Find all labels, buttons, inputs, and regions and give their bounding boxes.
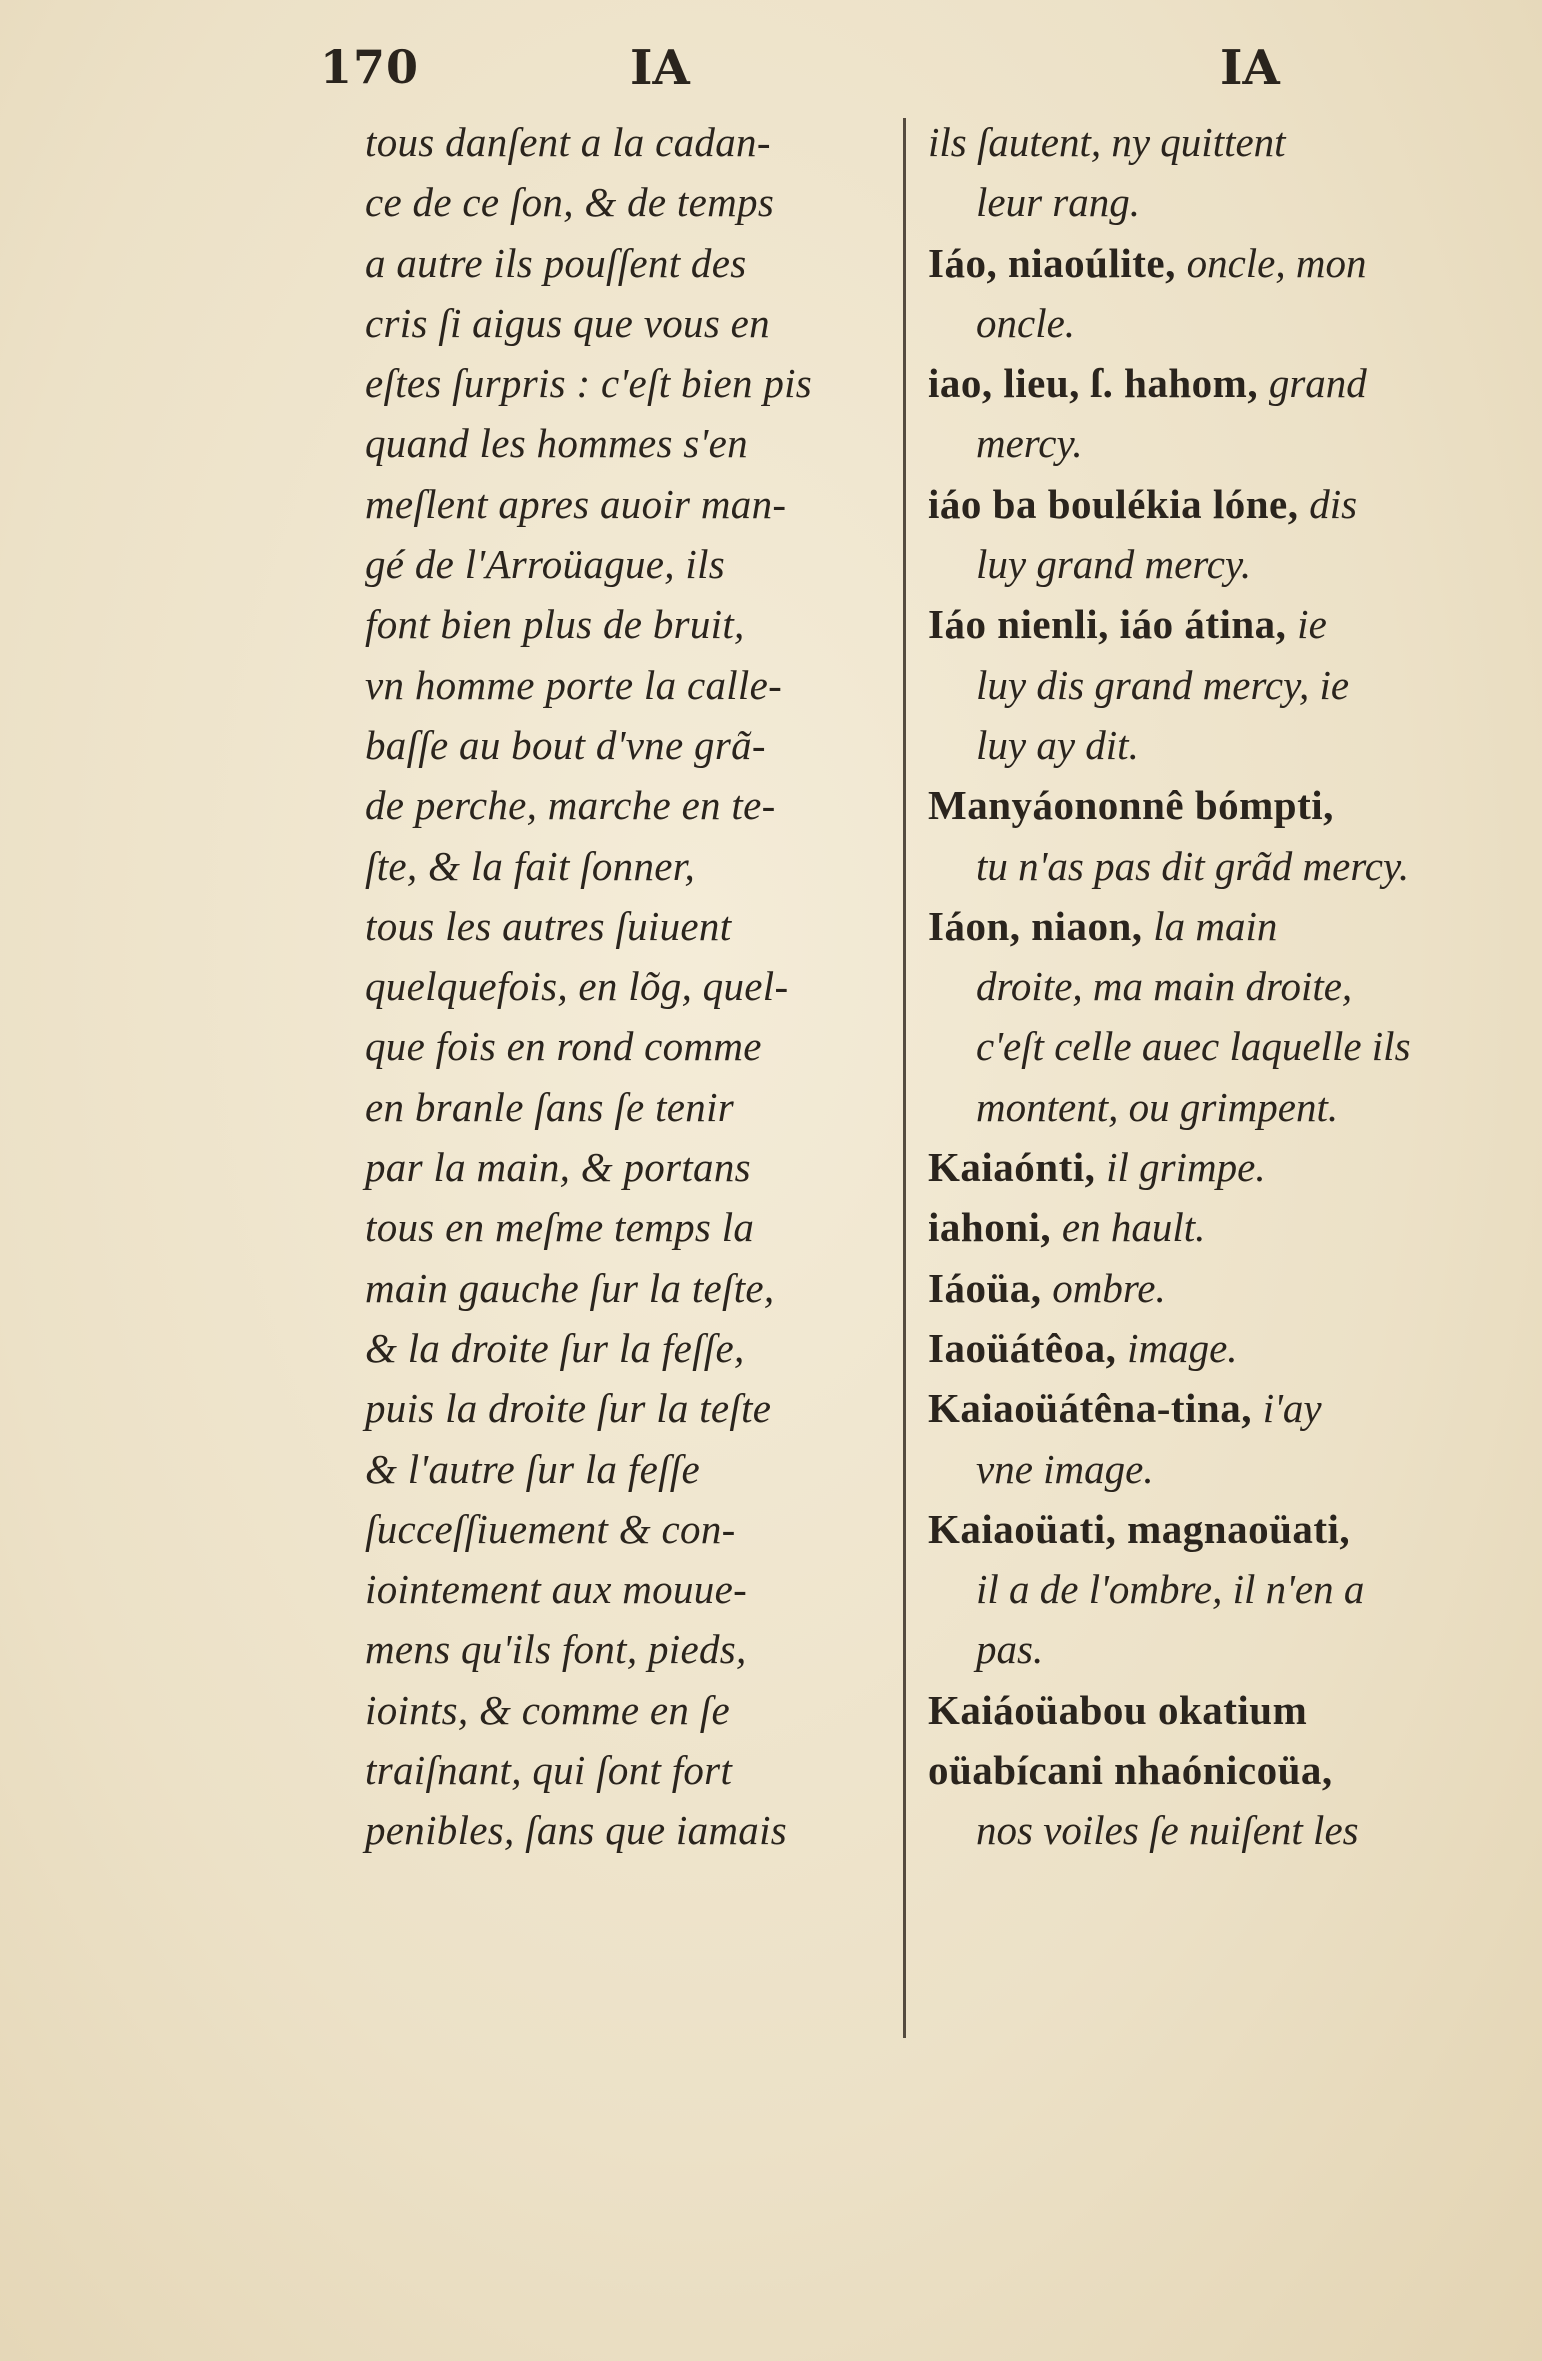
entry-line <box>928 1499 1518 1559</box>
entry-line <box>928 715 1518 775</box>
running-head-left: IA <box>630 40 690 96</box>
dictionary-entry <box>928 1258 1518 1318</box>
page-number: 170 <box>320 40 420 94</box>
text-line: penibles, ſans que iamais <box>365 1807 788 1854</box>
entry-line <box>928 1258 1518 1318</box>
text-line: baſſe au bout d'vne grã- <box>365 721 766 768</box>
entry-line <box>928 1077 1518 1137</box>
entry-line <box>928 172 1518 232</box>
text-line: puis la droite ſur la teſte <box>365 1385 772 1432</box>
gloss: nos voiles ſe nuiſent les <box>976 1807 1359 1854</box>
dictionary-entry <box>928 1499 1518 1680</box>
entry-line <box>928 474 1518 534</box>
gloss: leur rang. <box>976 179 1140 226</box>
entry-line <box>928 1559 1518 1619</box>
text-line: & l'autre ſur la feſſe <box>365 1445 700 1492</box>
text-line: de perche, marche en te- <box>365 782 776 829</box>
headword: Kaiaoüati, magnaoüati, <box>928 1505 1351 1552</box>
gloss: tu n'as pas dit grãd mercy. <box>976 842 1410 889</box>
text-line: traiſnant, qui ſont fort <box>365 1747 733 1794</box>
text-line: tous en meſme temps la <box>365 1204 755 1251</box>
gloss: i'ay <box>1262 1385 1322 1432</box>
text-line: quelquefois, en lõg, quel- <box>365 963 789 1010</box>
dictionary-entry <box>928 1197 1518 1257</box>
running-head-right: IA <box>1220 40 1280 96</box>
dictionary-entry <box>928 353 1518 474</box>
dictionary-entry <box>928 594 1518 775</box>
headword: Manyáononnê bómpti, <box>928 782 1334 829</box>
gloss: grand <box>1268 360 1367 407</box>
entry-line <box>928 1016 1518 1076</box>
dictionary-entry <box>928 233 1518 354</box>
entry-line <box>928 594 1518 654</box>
text-line: gé de l'Arroüague, ils <box>365 541 726 588</box>
entry-line <box>928 775 1518 835</box>
dictionary-entry <box>928 1378 1518 1499</box>
dictionary-entry <box>928 112 1518 233</box>
headword: Kaiaoüátêna-tina, <box>928 1385 1263 1432</box>
gloss: c'eſt celle auec laquelle ils <box>976 1023 1411 1070</box>
entry-line <box>928 534 1518 594</box>
headword: Iáo, niaoúlite, <box>928 239 1187 286</box>
gloss: ie <box>1297 601 1327 648</box>
gloss: ils ſautent, ny quittent <box>928 119 1286 165</box>
text-line: par la main, & portans <box>365 1144 751 1191</box>
entry-line <box>928 655 1518 715</box>
headword: Iáoüa, <box>928 1264 1053 1311</box>
gloss: il a de l'ombre, il n'en a <box>976 1566 1365 1613</box>
headword: iáo ba boulékia lóne, <box>928 480 1310 527</box>
text-line: cris ſi aigus que vous en <box>365 299 770 346</box>
text-line: mens qu'ils font, pieds, <box>365 1626 747 1673</box>
page-header <box>320 40 1542 100</box>
text-line: iointement aux mouue- <box>365 1566 748 1613</box>
text-line: en branle ſans ſe tenir <box>365 1083 735 1130</box>
entry-line <box>928 956 1518 1016</box>
dictionary-entry <box>928 775 1518 896</box>
right-column-dictionary <box>928 112 1518 1861</box>
gloss: image. <box>1127 1324 1238 1371</box>
dictionary-entry <box>928 1318 1518 1378</box>
entry-line <box>928 1378 1518 1438</box>
gloss: montent, ou grimpent. <box>976 1083 1339 1130</box>
gloss: oncle, mon <box>1186 239 1367 286</box>
text-line: vn homme porte la calle- <box>365 661 783 708</box>
text-line: meſlent apres auoir man- <box>365 480 787 527</box>
text-line: quand les hommes s'en <box>365 420 748 467</box>
gloss: luy dis grand mercy, ie <box>976 661 1350 708</box>
entry-line <box>928 353 1518 413</box>
text-line: ioints, & comme en ſe <box>365 1686 730 1733</box>
headword: iahoni, <box>928 1204 1062 1251</box>
text-line: font bien plus de bruit, <box>365 601 745 648</box>
dictionary-entry <box>928 1137 1518 1197</box>
entry-line <box>928 1318 1518 1378</box>
entry-line <box>928 112 1518 172</box>
headword: Iaoüátêoa, <box>928 1324 1128 1371</box>
text-line: & la droite ſur la feſſe, <box>365 1324 745 1371</box>
entry-line <box>928 293 1518 353</box>
text-line: ce de ce ſon, & de temps <box>365 179 775 226</box>
gloss: oncle. <box>976 299 1076 346</box>
gloss: il grimpe. <box>1106 1144 1266 1191</box>
gloss: en hault. <box>1061 1204 1206 1251</box>
entry-line <box>928 1740 1518 1800</box>
gloss: luy grand mercy. <box>976 541 1252 588</box>
dictionary-entry <box>928 1680 1518 1861</box>
text-line: main gauche ſur la teſte, <box>365 1264 775 1311</box>
dictionary-entry <box>928 474 1518 595</box>
headword: Kaiáoüabou okatium <box>928 1686 1308 1733</box>
gloss: droite, ma main droite, <box>976 963 1353 1010</box>
headword: Iáon, niaon, <box>928 902 1154 949</box>
entry-line <box>928 1439 1518 1499</box>
entry-line <box>928 1680 1518 1740</box>
entry-line <box>928 1197 1518 1257</box>
left-column-text <box>365 112 885 1861</box>
column-divider <box>903 118 906 2038</box>
text-line: tous les autres ſuiuent <box>365 902 732 949</box>
gloss: pas. <box>976 1626 1044 1673</box>
text-line: ſucceſſiuement & con- <box>365 1505 736 1552</box>
entry-line <box>928 836 1518 896</box>
headword: Kaiaónti, <box>928 1144 1107 1191</box>
gloss: dis <box>1309 480 1358 527</box>
dictionary-entry <box>928 896 1518 1137</box>
text-line: eſtes ſurpris : c'eſt bien pis <box>365 360 813 407</box>
text-line: ſte, & la fait ſonner, <box>365 842 696 889</box>
headword: oüabícani nhaónicoüa, <box>928 1747 1333 1794</box>
gloss: vne image. <box>976 1445 1154 1492</box>
text-line: que fois en rond comme <box>365 1023 762 1070</box>
entry-line <box>928 233 1518 293</box>
gloss: mercy. <box>976 420 1083 467</box>
gloss: ombre. <box>1052 1264 1166 1311</box>
entry-line <box>928 1137 1518 1197</box>
entry-line <box>928 896 1518 956</box>
headword: Iáo nienli, iáo átina, <box>928 601 1298 648</box>
headword: iao, lieu, ſ. hahom, <box>928 360 1269 407</box>
text-line: a autre ils pouſſent des <box>365 239 747 286</box>
entry-line <box>928 413 1518 473</box>
text-line: tous danſent a la cadan- <box>365 119 771 165</box>
gloss: la main <box>1153 902 1278 949</box>
entry-line <box>928 1800 1518 1860</box>
entry-line <box>928 1619 1518 1679</box>
gloss: luy ay dit. <box>976 721 1139 768</box>
